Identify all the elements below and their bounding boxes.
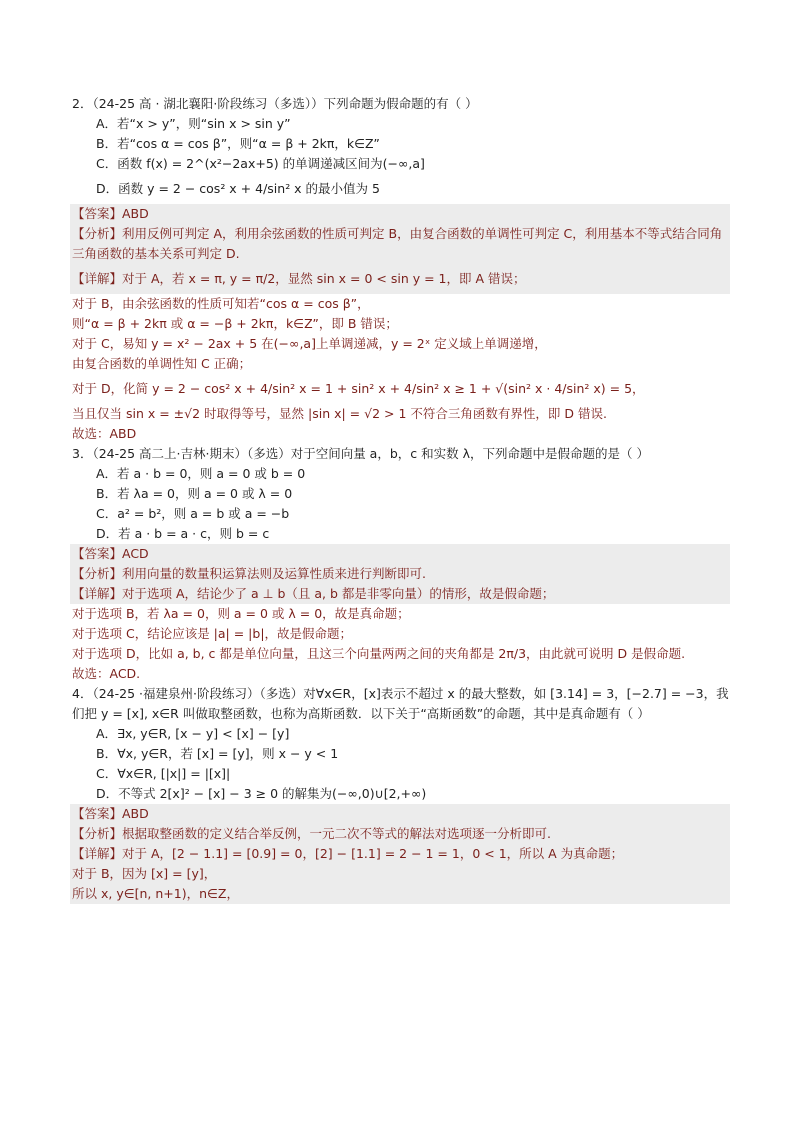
q2-detail-b1: 对于 B，由余弦函数的性质可知若“cos α = cos β”， bbox=[70, 294, 730, 314]
q2-answer: 【答案】ABD bbox=[70, 204, 730, 224]
q4-detail-a: 【详解】对于 A，[2 − 1.1] = [0.9] = 0，[2] − [1.1] = 2 − 1 = 1，0 < 1，所以 A 为真命题； bbox=[70, 844, 730, 864]
q4-answer: 【答案】ABD bbox=[70, 804, 730, 824]
document-page bbox=[70, 94, 730, 904]
q4-detail-b: 对于 B，因为 [x] = [y]， bbox=[70, 864, 730, 884]
q3-analysis: 【分析】利用向量的数量积运算法则及运算性质来进行判断即可. bbox=[70, 564, 730, 584]
q3-option-a: A．若 a · b = 0，则 a = 0 或 b = 0 bbox=[96, 466, 306, 481]
q3-conclusion: 故选：ACD. bbox=[72, 666, 141, 681]
q3-detail-a: 【详解】对于选项 A，结论少了 a ⊥ b（且 a, b 都是非零向量）的情形，故是假命题； bbox=[70, 584, 730, 604]
q2-detail-c2: 由复合函数的单调性知 C 正确； bbox=[72, 356, 252, 371]
q4-detail-b2: 所以 x, y∈[n, n+1)，n∈Z， bbox=[70, 884, 730, 904]
q2-detail-b2: 则“α = β + 2kπ 或 α = −β + 2kπ，k∈Z”，即 B 错误； bbox=[72, 316, 398, 331]
q2-detail-c1: 对于 C，易知 y = x² − 2ax + 5 在(−∞,a]上单调递减，y = 2ˣ 定义域上单调递增， bbox=[72, 336, 547, 351]
q3-detail-b: 对于选项 B，若 λa = 0，则 a = 0 或 λ = 0，故是真命题； bbox=[72, 606, 410, 621]
q2-detail-a: 【详解】对于 A，若 x = π, y = π/2，显然 sin x = 0 < sin y = 1，即 A 错误； bbox=[70, 264, 730, 294]
q4-option-c: C．∀x∈R, [|x|] = |[x]| bbox=[96, 766, 231, 781]
q3-option-b: B．若 λa = 0，则 a = 0 或 λ = 0 bbox=[96, 486, 293, 501]
q2-option-d: D．函数 y = 2 − cos² x + 4/sin² x 的最小值为 5 bbox=[96, 181, 380, 196]
q2-analysis: 【分析】利用反例可判定 A，利用余弦函数的性质可判定 B，由复合函数的单调性可判定 C，利用基本不等式结合同角三角函数的基本关系可判定 D. bbox=[70, 224, 730, 264]
q4-option-a: A．∃x, y∈R, [x − y] < [x] − [y] bbox=[96, 726, 290, 741]
q2-detail-d2: 当且仅当 sin x = ±√2 时取得等号，显然 |sin x| = √2 > 1 不符合三角函数有界性，即 D 错误. bbox=[72, 406, 607, 421]
q4-option-d: D．不等式 2[x]² − [x] − 3 ≥ 0 的解集为(−∞,0)∪[2,+∞) bbox=[96, 786, 427, 801]
q3-detail-d: 对于选项 D，比如 a, b, c 都是单位向量，且这三个向量两两之间的夹角都是 2π/3，由此就可说明 D 是假命题. bbox=[72, 646, 686, 661]
q2-stem: 2．（24-25 高 · 湖北襄阳·阶段练习（多选））下列命题为假命题的有（ ） bbox=[72, 96, 478, 111]
q3-detail-c: 对于选项 C，结论应该是 |a| = |b|，故是假命题； bbox=[72, 626, 353, 641]
q4-stem: 4．（24-25 ·福建泉州·阶段练习）（多选）对∀x∈R，[x]表示不超过 x 的最大整数，如 [3.14] = 3，[−2.7] = −3，我们把 y = [x], x∈R 叫做取整函数，也称为高斯函数．以下关于“高斯函数”的命题，其中是真命题有（ ） bbox=[72, 686, 729, 721]
q2-option-b: B．若“cos α = cos β”，则“α = β + 2kπ，k∈Z” bbox=[96, 136, 380, 151]
q2-option-a: A．若“x > y”，则“sin x > sin y” bbox=[96, 116, 291, 131]
q3-option-d: D．若 a · b = a · c，则 b = c bbox=[96, 526, 270, 541]
q4-option-b: B．∀x, y∈R，若 [x] = [y]，则 x − y < 1 bbox=[96, 746, 339, 761]
q2-detail-d1: 对于 D，化简 y = 2 − cos² x + 4/sin² x = 1 + sin² x + 4/sin² x ≥ 1 + √(sin² x · 4/sin² x) = 5， bbox=[72, 381, 645, 396]
q3-option-c: C．a² = b²，则 a = b 或 a = −b bbox=[96, 506, 290, 521]
q4-analysis: 【分析】根据取整函数的定义结合举反例，一元二次不等式的解法对选项逐一分析即可. bbox=[70, 824, 730, 844]
q2-conclusion: 故选：ABD bbox=[72, 426, 137, 441]
q2-option-c: C．函数 f(x) = 2^(x²−2ax+5) 的单调递减区间为(−∞,a] bbox=[96, 156, 425, 171]
q3-stem: 3．（24-25 高二上·吉林·期末）（多选）对于空间向量 a，b，c 和实数 λ，下列命题中是假命题的是（ ） bbox=[72, 446, 649, 461]
q3-answer: 【答案】ACD bbox=[70, 544, 730, 564]
